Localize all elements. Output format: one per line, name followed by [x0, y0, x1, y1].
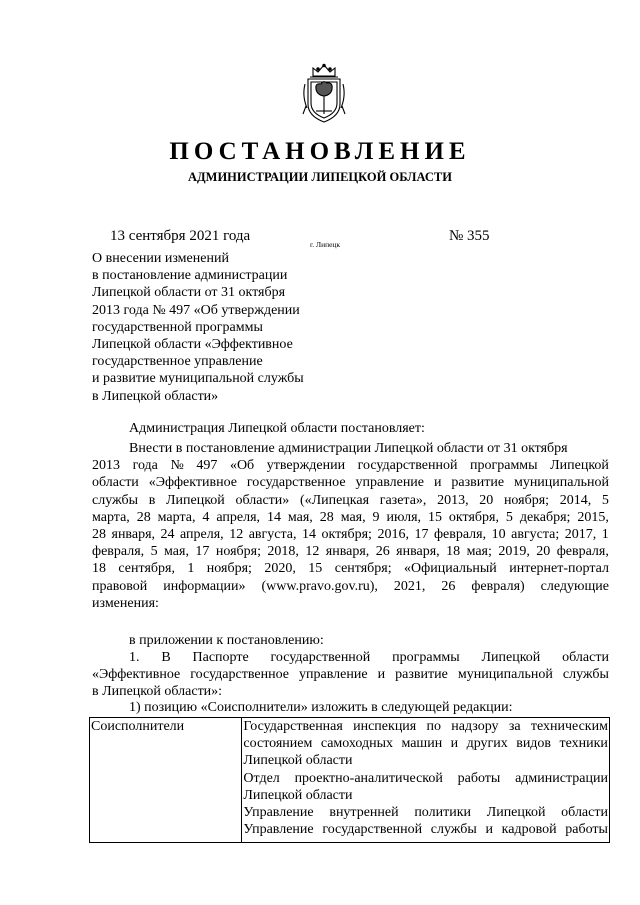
word: области	[92, 475, 139, 491]
word: (www.pravo.gov.ru),	[261, 578, 378, 594]
subitem-1: 1) позицию «Соисполнители» изложить в следующей редакции:	[129, 700, 513, 715]
paragraph-line	[92, 666, 609, 683]
word: года	[132, 458, 158, 474]
word: декабря;	[519, 509, 571, 525]
word: правовой	[92, 578, 148, 594]
word: области»	[235, 492, 290, 508]
word: 12	[229, 527, 244, 543]
subject-line: Липецкой области «Эффективное	[92, 337, 293, 353]
word: ноября;	[206, 561, 252, 577]
word: января,	[325, 544, 370, 560]
word: администрации	[515, 770, 608, 786]
word: ноября;	[215, 544, 261, 560]
paragraph-line	[92, 560, 609, 577]
coexecutors-table	[89, 717, 610, 843]
word: работы	[565, 822, 608, 838]
word: Отдел	[243, 770, 280, 786]
paragraph-line: в Липецкой области»:	[92, 684, 223, 700]
paragraph-line	[92, 526, 609, 543]
paragraph-line: Внести в постановление администрации Липецкой области от 31 октября	[129, 441, 568, 456]
word: февраля,	[556, 544, 609, 560]
word: Государственная	[243, 719, 343, 734]
word: и	[485, 822, 493, 838]
word: в	[148, 492, 156, 508]
word: 2013,	[437, 492, 469, 508]
subject-line: и развитие муниципальной службы	[92, 371, 304, 387]
subject-line: государственное управление	[92, 354, 263, 370]
paragraph-line	[92, 474, 609, 491]
word: февраля,	[433, 527, 487, 543]
word: Липецкой	[486, 805, 546, 821]
document-city: г. Липецк	[310, 240, 341, 249]
document-subject	[92, 250, 392, 405]
word: апреля,	[180, 527, 224, 543]
cell-line	[243, 718, 608, 735]
word: августа;	[511, 527, 560, 543]
word: службы	[430, 822, 477, 838]
word: сентября,	[118, 561, 175, 577]
word: 20	[479, 492, 494, 508]
word: государственной	[357, 458, 458, 474]
lipetsk-coat-of-arms-icon	[301, 62, 347, 124]
word: государственной	[322, 822, 423, 838]
word: 5	[150, 544, 158, 560]
word: Управление	[243, 805, 314, 821]
table-value-cell	[242, 718, 610, 843]
item-1-paragraph	[92, 649, 609, 701]
document-title: ПОСТАНОВЛЕНИЕ	[169, 138, 471, 165]
word: октября,	[448, 509, 499, 525]
word: Липецкой	[550, 458, 609, 474]
subject-line: государственной программы	[92, 319, 263, 335]
word: марта,	[157, 509, 196, 525]
word: («Липецкая	[299, 492, 370, 508]
word: 5	[601, 492, 609, 508]
word: «Об	[229, 458, 255, 474]
paragraph-line	[92, 492, 609, 509]
word: 1	[187, 561, 195, 577]
paragraph-line	[92, 578, 609, 595]
word: 18	[446, 544, 461, 560]
word: октября;	[321, 527, 372, 543]
word: политики	[414, 805, 472, 821]
document-subtitle: АДМИНИСТРАЦИИ ЛИПЕЦКОЙ ОБЛАСТИ	[188, 170, 452, 184]
cell-line	[243, 804, 608, 821]
word: работы	[457, 770, 501, 786]
word: Липецкой	[166, 492, 225, 508]
word: мая;	[466, 544, 492, 560]
subject-line: в Липецкой области»	[92, 388, 219, 404]
word: надзору	[451, 719, 499, 734]
word: 5	[505, 509, 513, 525]
word: Паспорте	[192, 650, 249, 665]
word: области	[561, 805, 608, 821]
word: 9	[372, 509, 380, 525]
word: государственное	[190, 667, 289, 683]
word: развитие	[395, 667, 448, 683]
subject-line: 2013 года № 497 «Об утверждении	[92, 302, 300, 318]
word: государственной	[270, 650, 371, 665]
word: В	[161, 650, 171, 665]
word: Управление	[243, 822, 314, 838]
word: следующие	[540, 578, 609, 594]
word: и	[377, 667, 386, 683]
word: 1	[601, 527, 609, 543]
cell-line	[243, 821, 608, 838]
word: 12	[305, 544, 320, 560]
word: 24	[160, 527, 175, 543]
word: утверждении	[266, 458, 346, 474]
word: техническим	[530, 719, 608, 734]
main-paragraph	[92, 440, 609, 612]
word: 4	[202, 509, 210, 525]
word: 2018,	[267, 544, 299, 560]
word: информации»	[163, 578, 246, 594]
subject-line: О внесении изменений	[92, 251, 229, 266]
word: внутренней	[329, 805, 399, 821]
word: мая,	[164, 544, 189, 560]
word: службы	[92, 492, 139, 508]
word: управление	[355, 475, 425, 491]
word: сентября;	[334, 561, 392, 577]
word: за	[508, 719, 521, 734]
cell-line: Липецкой области	[243, 787, 353, 803]
word: мая,	[340, 509, 366, 525]
word: 28	[136, 509, 151, 525]
word: апреля,	[216, 509, 261, 525]
word: февраля)	[471, 578, 525, 594]
word: марта,	[92, 509, 130, 525]
word: видов	[516, 736, 552, 752]
word: муниципальной	[513, 475, 609, 491]
word: службы	[562, 667, 609, 683]
word: января,	[396, 544, 440, 560]
word: июля,	[386, 509, 422, 525]
word: №	[170, 458, 184, 474]
cell-line	[243, 735, 608, 752]
word: ноября;	[503, 492, 550, 508]
word: 2013	[92, 458, 120, 474]
cell-line: Липецкой области	[243, 753, 353, 769]
word: кадровой	[501, 822, 557, 838]
word: состоянием	[243, 736, 313, 752]
word: «Официальный	[404, 561, 497, 577]
word: 26	[441, 578, 456, 594]
word: 497	[196, 458, 218, 474]
paragraph-line	[92, 543, 609, 560]
word: февраля,	[92, 544, 145, 560]
appendix-intro: в приложении к постановлению:	[129, 633, 324, 648]
word: января,	[111, 527, 156, 543]
word: по	[426, 719, 442, 734]
word: 28	[319, 509, 334, 525]
word: 10	[491, 527, 506, 543]
word: развитие	[451, 475, 505, 491]
paragraph-line	[92, 509, 609, 526]
word: программы	[470, 458, 538, 474]
word: 2017,	[564, 527, 597, 543]
word: Липецкой	[481, 650, 541, 665]
word: и	[433, 475, 442, 491]
word: 2016,	[377, 527, 409, 543]
table-label-cell: Соисполнители	[90, 718, 242, 843]
word: 2021,	[393, 578, 426, 594]
word: «Эффективное	[148, 475, 237, 491]
word: 17	[195, 544, 210, 560]
word: самоходных	[320, 736, 394, 752]
word: государственное	[246, 475, 346, 491]
table-row	[90, 718, 610, 843]
word: 2014,	[559, 492, 592, 508]
cell-line	[243, 770, 608, 787]
word: машин	[401, 736, 443, 752]
word: интернет-портал	[509, 561, 609, 577]
subject-line: в постановление администрации	[92, 268, 288, 284]
document-number: № 355	[449, 228, 490, 244]
word: 17	[414, 527, 429, 543]
word: 15	[308, 561, 323, 577]
word: 14	[301, 527, 316, 543]
word: мая,	[287, 509, 313, 525]
word: 14	[266, 509, 281, 525]
subject-line: Липецкой области от 31 октября	[92, 285, 286, 301]
word: области	[562, 650, 609, 665]
word: 18	[92, 561, 106, 577]
word: других	[466, 736, 508, 752]
word: 2019,	[498, 544, 530, 560]
word: газета»,	[379, 492, 427, 508]
word: «Эффективное	[92, 667, 181, 683]
word: 2020,	[264, 561, 296, 577]
word: 15	[427, 509, 442, 525]
word: и	[450, 736, 459, 752]
word: муниципальной	[457, 667, 553, 683]
word: 28	[92, 527, 106, 543]
word: августа,	[248, 527, 297, 543]
intro-paragraph: Администрация Липецкой области постановляет:	[129, 421, 425, 436]
paragraph-line: изменения:	[92, 595, 159, 611]
paragraph-line	[92, 457, 609, 474]
word: управление	[299, 667, 368, 683]
word: 2015,	[577, 509, 609, 525]
word: 1.	[129, 650, 140, 665]
paragraph-line	[92, 649, 609, 666]
word: 20	[536, 544, 551, 560]
word: программы	[392, 650, 460, 665]
document-date: 13 сентября 2021 года	[110, 228, 251, 244]
word: проектно-аналитической	[294, 770, 443, 786]
word: 26	[375, 544, 390, 560]
word: инспекция	[353, 719, 417, 734]
word: техники	[559, 736, 608, 752]
